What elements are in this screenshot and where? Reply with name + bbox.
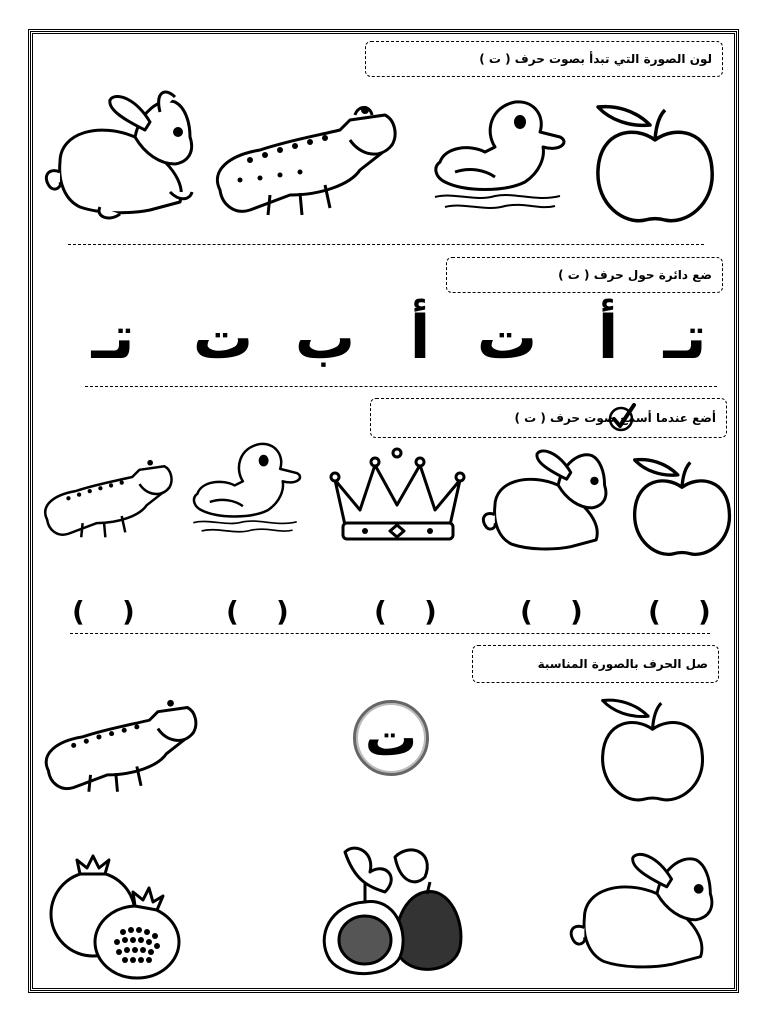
svg-text:): ) — [698, 595, 711, 628]
svg-text:(: ( — [520, 595, 533, 628]
pomegranate-icon — [45, 852, 185, 982]
crocodile-icon — [210, 100, 400, 225]
letter-choice[interactable]: ت — [192, 303, 254, 373]
crocodile-icon — [40, 690, 200, 805]
checkmark-icon — [607, 403, 637, 433]
duck-icon — [425, 92, 570, 217]
svg-text:): ) — [570, 595, 583, 628]
letter-badge[interactable] — [353, 700, 429, 776]
instruction-text: صل الحرف بالصورة المناسبة — [537, 657, 708, 671]
answer-slot[interactable] — [224, 594, 288, 628]
svg-text:(: ( — [72, 595, 85, 628]
divider-line — [70, 633, 710, 634]
answer-slot[interactable] — [646, 594, 710, 628]
letter-choice[interactable]: ب — [294, 303, 356, 373]
instruction-text: ضع دائرة حول حرف ( ت ) — [558, 268, 712, 282]
instruction-check-picture — [370, 398, 727, 438]
svg-text:): ) — [276, 595, 289, 628]
instruction-text: أضع عندما أسمع صوت حرف ( ت ) — [514, 411, 716, 425]
svg-text:(: ( — [226, 595, 239, 628]
letter-choice[interactable]: ت — [476, 303, 538, 373]
divider-line — [85, 386, 717, 387]
instruction-color-picture — [365, 41, 723, 77]
answer-slot[interactable] — [518, 594, 582, 628]
crocodile-icon — [40, 450, 175, 550]
rabbit-icon — [478, 447, 613, 557]
svg-text:): ) — [424, 595, 437, 628]
letter-choice[interactable]: أ — [409, 303, 431, 373]
duck-icon — [185, 425, 305, 550]
letter-choice[interactable]: تـ — [91, 303, 135, 373]
apple-icon — [590, 690, 715, 808]
answer-slot[interactable] — [70, 594, 134, 628]
svg-text:(: ( — [374, 595, 387, 628]
instruction-text: لون الصورة التي تبدأ بصوت حرف ( ت ) — [479, 52, 712, 66]
instruction-circle-letter — [446, 257, 723, 293]
letter-choice[interactable]: أ — [597, 303, 619, 373]
instruction-match-letter — [472, 645, 719, 683]
rabbit-icon — [565, 848, 720, 978]
letter-badge-text: ت — [364, 708, 418, 768]
answer-slot[interactable] — [372, 594, 436, 628]
divider-line — [68, 244, 704, 245]
svg-text:(: ( — [648, 595, 661, 628]
letter-choice[interactable]: تـ — [663, 303, 707, 373]
apple-icon — [590, 95, 720, 230]
fig-icon — [315, 842, 475, 982]
svg-text:): ) — [122, 595, 135, 628]
crown-icon — [325, 445, 470, 545]
rabbit-icon — [40, 92, 200, 222]
apple-icon — [628, 450, 736, 562]
